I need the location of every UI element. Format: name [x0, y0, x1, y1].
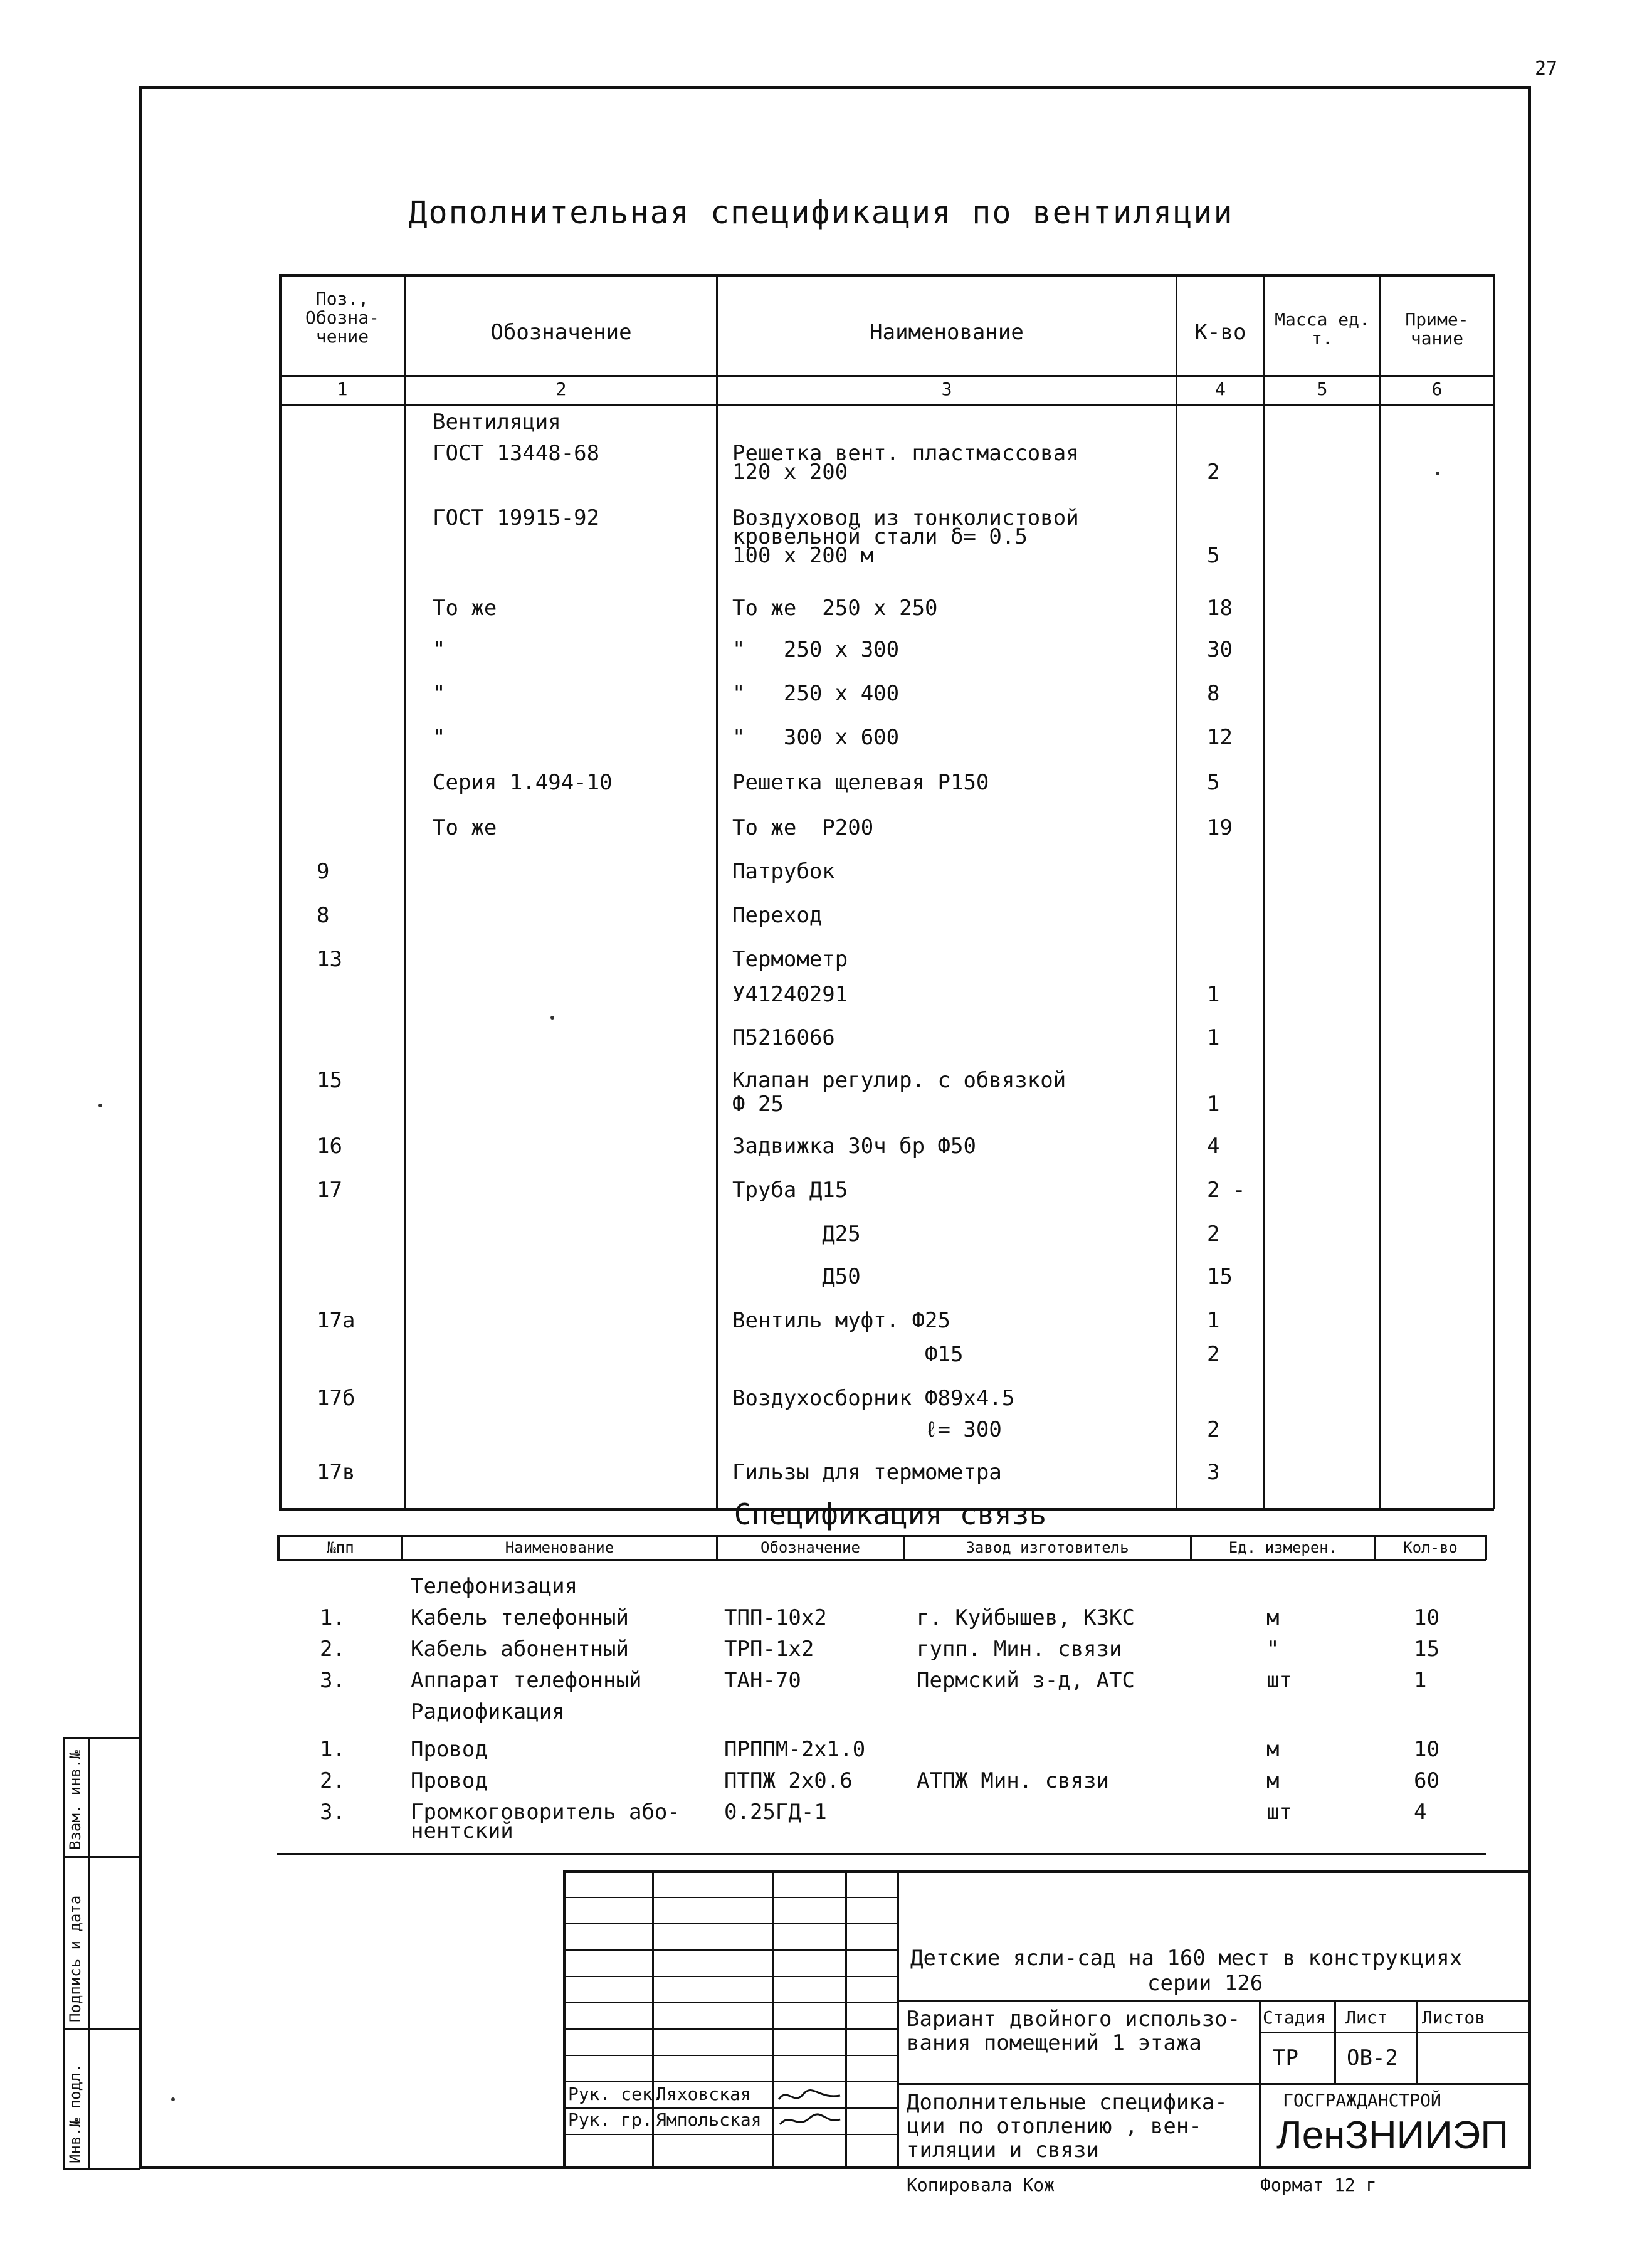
col-number-3: 3 — [941, 379, 952, 399]
spec-row-qty: 1 — [1207, 1092, 1220, 1117]
comm-row-name: Громкоговоритель або- — [411, 1800, 680, 1825]
corner-sheet-number: 27 — [1535, 58, 1558, 80]
comm-header-designation: Обозначение — [760, 1539, 860, 1556]
spec-row-qty: 2 — [1207, 1417, 1220, 1442]
variant-line-1: Вариант двойного использо- — [907, 2007, 1241, 2032]
comm-row-name: Провод — [411, 1768, 488, 1793]
speck — [98, 1104, 102, 1107]
spec-row-name: Задвижка 30ч бр Ф50 — [732, 1134, 976, 1159]
comm-row-unit: м — [1266, 1605, 1280, 1630]
spec-row-qty: 5 — [1207, 770, 1220, 795]
comm-row-designation: ТПП-10х2 — [724, 1605, 827, 1630]
header-name: Наименование — [870, 320, 1024, 345]
comm-row-number: 3. — [320, 1800, 345, 1825]
variant-line-2: вания помещений 1 этажа — [907, 2030, 1202, 2055]
speck — [1436, 472, 1439, 475]
spec-row-name: Клапан регулир. с обвязкой — [732, 1068, 1066, 1093]
spec-row-name: Д25 — [732, 1221, 861, 1247]
spec-row-name: Переход — [732, 903, 823, 928]
speck — [171, 2097, 175, 2101]
comm-row-name: нентский — [411, 1818, 513, 1843]
spec-row-designation: " — [433, 637, 446, 662]
spec-row-designation: " — [433, 725, 446, 750]
copied-by: Копировала Кож — [907, 2175, 1055, 2195]
comm-header-name: Наименование — [505, 1539, 614, 1556]
role-head-section: Рук. сек. — [568, 2084, 663, 2104]
comm-row-unit: шт — [1266, 1668, 1292, 1693]
speck — [550, 1016, 554, 1020]
spec-row-name: 120 х 200 — [732, 460, 848, 485]
comm-row-unit: шт — [1266, 1800, 1292, 1825]
comm-header-maker: Завод изготовитель — [966, 1539, 1129, 1556]
spec-row-designation: Вентиляция — [433, 409, 561, 435]
comm-header-n: №пп — [327, 1539, 354, 1556]
comm-row-qty: 10 — [1414, 1737, 1439, 1762]
spec-row-name: Д50 — [732, 1264, 861, 1289]
header-note: Приме-чание — [1405, 309, 1469, 349]
spec-row-pos: 9 — [317, 859, 330, 884]
name-head-group: Ямпольская — [656, 2109, 762, 2130]
spec-row-name: Решетка вент. пластмассовая — [732, 441, 1079, 466]
comm-row-qty: 60 — [1414, 1768, 1439, 1793]
spec-row-name: " 250 х 300 — [732, 637, 900, 662]
spec-row-designation: ГОСТ 19915-92 — [433, 505, 600, 530]
spec-row-qty: 2 — [1207, 1342, 1220, 1367]
spec-row-pos: 17б — [317, 1386, 355, 1411]
signature-1-icon — [775, 2081, 844, 2131]
comm-row-maker: г. Куйбышев, КЗКС — [917, 1605, 1135, 1630]
spec-row-name: Патрубок — [732, 859, 835, 884]
spec-row-qty: 2 - — [1207, 1178, 1246, 1203]
org-name: ЛенЗНИИЭП — [1276, 2114, 1508, 2157]
spec-row-name: П5216066 — [732, 1025, 835, 1050]
doc-title-line-1: Дополнительные спецификa- — [907, 2090, 1228, 2115]
doc-title-line-3: тиляции и связи — [907, 2138, 1100, 2163]
stamp-inv-orig: Инв.№ подл. — [66, 2064, 84, 2163]
spec-row-designation: Серия 1.494-10 — [433, 770, 613, 795]
spec-row-name: Ф15 — [732, 1342, 964, 1367]
comm-header-unit: Ед. измерен. — [1228, 1539, 1338, 1556]
spec-row-pos: 17а — [317, 1308, 355, 1333]
col-number-5: 5 — [1317, 379, 1328, 399]
spec-row-qty: 8 — [1207, 681, 1220, 706]
comm-row-number: 1. — [320, 1737, 345, 1762]
spec-row-qty: 1 — [1207, 1308, 1220, 1333]
comm-row-designation: 0.25ГД-1 — [724, 1800, 827, 1825]
spec-row-qty: 2 — [1207, 1221, 1220, 1247]
stamp-sign-date: Подпись и дата — [66, 1895, 84, 2022]
page-title: Дополнительная спецификация по вентиляции — [408, 194, 1234, 231]
spec-row-name: 100 х 200 м — [732, 543, 874, 568]
comm-row-name: Кабель абонентный — [411, 1637, 629, 1662]
col-number-4: 4 — [1215, 379, 1226, 399]
spec-row-name: Воздухосборник Ф89х4.5 — [732, 1386, 1015, 1411]
spec-row-name: " 300 х 600 — [732, 725, 900, 750]
paper-format: Формат 12 г — [1260, 2175, 1377, 2195]
comm-row-name: Провод — [411, 1737, 488, 1762]
spec-row-designation: То же — [433, 596, 497, 621]
comm-row-number: 3. — [320, 1668, 345, 1693]
spec-row-name: Решетка щелевая Р150 — [732, 770, 989, 795]
spec-row-name: То же Р200 — [732, 815, 874, 840]
comm-row-name: Радиофикация — [411, 1699, 565, 1724]
spec-row-name: Труба Д15 — [732, 1178, 848, 1203]
header-designation: Обозначение — [490, 320, 632, 345]
spec-row-name: Ф 25 — [732, 1092, 784, 1117]
header-mass: Масса ед. т. — [1275, 309, 1370, 349]
comm-row-qty: 4 — [1414, 1800, 1427, 1825]
comm-row-number: 2. — [320, 1637, 345, 1662]
sheet-label: Лист — [1345, 2007, 1388, 2028]
spec-row-designation: ГОСТ 13448-68 — [433, 441, 600, 466]
col-number-2: 2 — [555, 379, 567, 399]
spec-row-pos: 17в — [317, 1460, 355, 1485]
spec-row-pos: 13 — [317, 947, 342, 972]
sheets-label: Листов — [1422, 2007, 1486, 2028]
comm-row-qty: 1 — [1414, 1668, 1427, 1693]
spec-row-pos: 16 — [317, 1134, 342, 1159]
header-qty: К-во — [1194, 320, 1246, 345]
comm-row-name: Телефонизация — [411, 1574, 578, 1599]
comm-header-qty: Кол-во — [1403, 1539, 1458, 1556]
spec-row-name: " 250 х 400 — [732, 681, 900, 706]
org-ministry: ГОСГРАЖДАНСТРОЙ — [1283, 2090, 1441, 2111]
comm-row-unit: м — [1266, 1768, 1280, 1793]
col-number-1: 1 — [337, 379, 348, 399]
col-number-6: 6 — [1431, 379, 1443, 399]
comm-row-designation: ТАН-70 — [724, 1668, 801, 1693]
comm-row-designation: ПТПЖ 2х0.6 — [724, 1768, 853, 1793]
spec-row-name: Термометр — [732, 947, 848, 972]
role-head-group: Рук. гр. — [568, 2109, 653, 2130]
spec-row-pos: 17 — [317, 1178, 342, 1203]
spec-row-qty: 2 — [1207, 460, 1220, 485]
spec-row-name: кровельной стали δ= 0.5 — [732, 524, 1028, 549]
header-pos: Поз., Обозна-чение — [305, 288, 379, 347]
comm-row-name: Кабель телефонный — [411, 1605, 629, 1630]
comm-row-qty: 15 — [1414, 1637, 1439, 1662]
comm-row-unit: " — [1266, 1637, 1280, 1662]
spec-row-name: Вентиль муфт. Ф25 — [732, 1308, 950, 1333]
spec-row-name: ℓ= 300 — [732, 1417, 1002, 1442]
comm-row-designation: ПРППМ-2х1.0 — [724, 1737, 866, 1762]
comm-spec-title: Спецификация связь — [734, 1497, 1047, 1531]
sheet-value: ОВ-2 — [1347, 2045, 1398, 2070]
name-head-section: Ляховская — [656, 2084, 751, 2104]
spec-row-designation: " — [433, 681, 446, 706]
spec-row-qty: 1 — [1207, 982, 1220, 1007]
spec-row-pos: 8 — [317, 903, 330, 928]
comm-row-name: Аппарат телефонный — [411, 1668, 642, 1693]
spec-row-name: У41240291 — [732, 982, 848, 1007]
comm-row-maker: Пермский з-д, АТС — [917, 1668, 1135, 1693]
spec-row-name: Воздуховод из тонколистовой — [732, 505, 1079, 530]
stage-label: Стадия — [1263, 2007, 1327, 2028]
spec-row-qty: 5 — [1207, 543, 1220, 568]
spec-row-pos: 15 — [317, 1068, 342, 1093]
project-title: Детские ясли-сад на 160 мест в конструкциях — [910, 1946, 1463, 1971]
stamp-replace-inv: Взам. инв.№ — [66, 1750, 84, 1850]
stage-value: ТР — [1273, 2045, 1298, 2070]
spec-row-qty: 4 — [1207, 1134, 1220, 1159]
spec-row-qty: 18 — [1207, 596, 1233, 621]
comm-row-number: 2. — [320, 1768, 345, 1793]
comm-row-maker: гупп. Мин. связи — [917, 1637, 1122, 1662]
spec-row-qty: 19 — [1207, 815, 1233, 840]
spec-row-qty: 1 — [1207, 1025, 1220, 1050]
project-series: серии 126 — [1147, 1971, 1263, 1996]
comm-row-qty: 10 — [1414, 1605, 1439, 1630]
doc-title-line-2: ции по отоплению , вен- — [907, 2114, 1202, 2139]
spec-row-designation: То же — [433, 815, 497, 840]
comm-row-designation: ТРП-1х2 — [724, 1637, 814, 1662]
spec-row-qty: 3 — [1207, 1460, 1220, 1485]
spec-row-qty: 30 — [1207, 637, 1233, 662]
comm-row-number: 1. — [320, 1605, 345, 1630]
comm-row-unit: м — [1266, 1737, 1280, 1762]
spec-row-qty: 15 — [1207, 1264, 1233, 1289]
spec-row-qty: 12 — [1207, 725, 1233, 750]
spec-row-name: Гильзы для термометра — [732, 1460, 1002, 1485]
comm-row-maker: АТПЖ Мин. связи — [917, 1768, 1110, 1793]
spec-row-name: То же 250 х 250 — [732, 596, 938, 621]
